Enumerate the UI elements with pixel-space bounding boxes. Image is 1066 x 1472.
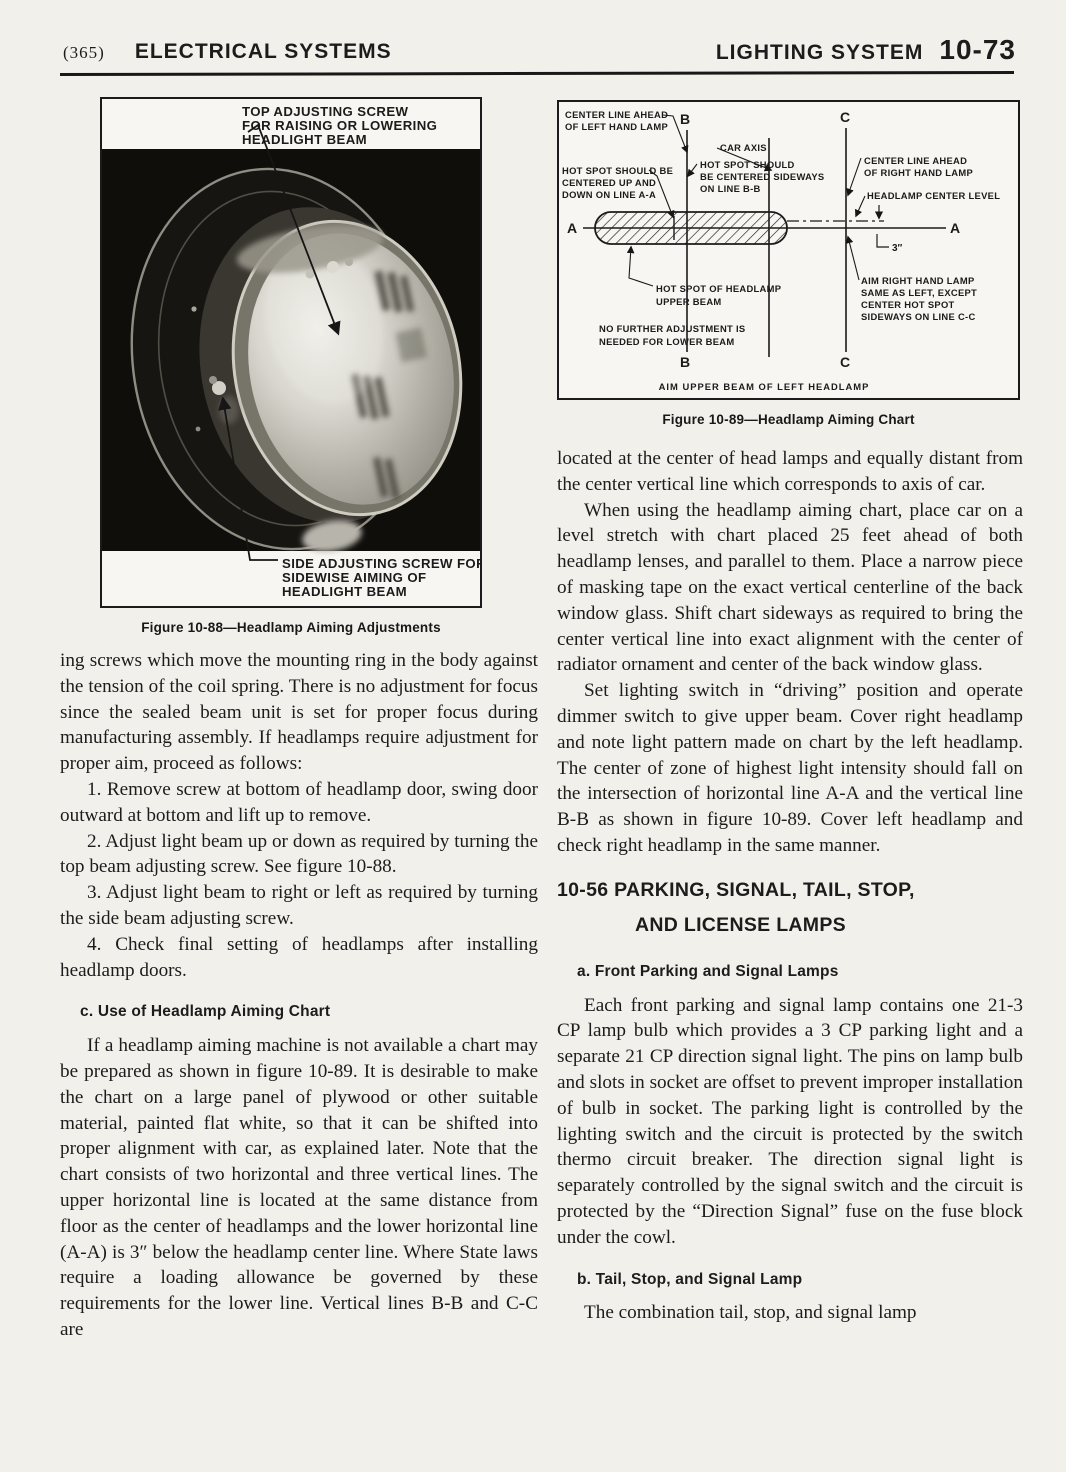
page-number-right: 10-73 <box>939 34 1016 65</box>
label-c-bottom: C <box>840 354 851 370</box>
ring-rivet <box>191 306 196 311</box>
label-c-top: C <box>840 109 851 125</box>
paragraph-front-parking: Each front parking and signal lamp contains one 21-3 CP lamp bulb which provides a 3 CP parking light and a separate 21 CP direction signal light. The pins on lamp bulb and slots in socket are offset to prevent improper installation of bulb in socket. The parking light is controlled by the lighting switch and the circuit is protected by the switch thermo circuit breaker. The direction signal light is separately controlled by the signal switch and the circuit is protected by the “Direction Signal” fuse on the fuse block under the cowl. <box>557 994 1023 1248</box>
fig88-side-label-line1: SIDE ADJUSTING SCREW FOR <box>282 556 480 571</box>
aiming-chart-diagram <box>559 102 1018 398</box>
heading-10-56-line2: AND LICENSE LAMPS <box>635 913 846 936</box>
heading-10-56-line1: 10-56 PARKING, SIGNAL, TAIL, STOP, <box>557 878 915 901</box>
figure-10-89-caption: Figure 10-89—Headlamp Aiming Chart <box>662 412 915 427</box>
paragraph-tail-lamp: The combination tail, stop, and signal lamp <box>584 1302 917 1324</box>
fig88-top-label-line1: TOP ADJUSTING SCREW <box>242 104 409 119</box>
label-hot-spot-up-down-3: DOWN ON LINE A-A <box>562 189 657 200</box>
headlamp-photo <box>102 99 480 606</box>
label-aim-right-4: SIDEWAYS ON LINE C-C <box>861 311 976 322</box>
label-car-axis: CAR AXIS <box>720 142 767 153</box>
label-center-line-left-1: CENTER LINE AHEAD <box>565 109 669 120</box>
section-title-right: LIGHTING SYSTEM <box>715 41 924 64</box>
left-column <box>60 648 538 1343</box>
label-b-bottom: B <box>680 354 691 370</box>
leader-center-level <box>856 196 865 216</box>
header-rule <box>60 71 1014 76</box>
label-aim-right-3: CENTER HOT SPOT <box>861 299 955 310</box>
step-1: 1. Remove screw at bottom of headlamp door, swing door outward at bottom and lift up to remove. <box>60 778 538 826</box>
heading-use-of-aiming-chart: c. Use of Headlamp Aiming Chart <box>80 1003 331 1021</box>
section-title-left: ELECTRICAL SYSTEMS <box>134 40 392 63</box>
fig88-side-label-line3: HEADLIGHT BEAM <box>282 584 408 599</box>
hot-spot-capsule <box>595 212 787 244</box>
label-hot-spot-sideways-3: ON LINE B-B <box>700 183 761 194</box>
heading-10-56 <box>557 873 1023 943</box>
label-aim-upper-beam: AIM UPPER BEAM OF LEFT HEADLAMP <box>658 381 870 392</box>
step-3: 3. Adjust light beam to right or left as required by turning the side beam adjusting screw. <box>60 882 538 929</box>
side-bracket <box>219 396 239 424</box>
paragraph-when-using: When using the headlamp aiming chart, place car on a level stretch with chart placed 25 feet ahead of both headlamp lenses, and parallel to them. Place a narrow piece of masking tape on the exact vertical centerline of the back window glass. Shift chart sideways as required to bring the center vertical line into exact alignment with the center of radiator ornament and center of the back window glass. <box>557 499 1023 676</box>
label-center-line-right-1: CENTER LINE AHEAD <box>864 155 968 166</box>
fig88-top-label-line3: HEADLIGHT BEAM <box>242 132 368 147</box>
label-a-left: A <box>567 220 578 236</box>
paragraph-set-lighting: Set lighting switch in “driving” position and operate dimmer switch to give upper beam. Cover right headlamp and note light pattern made on chart by the left headlamp. The center of zone of highest light intensity should fall on the intersection of horizontal line A-A and the vertical line B-B as shown in figure 10-89. Cover left headlamp and check right headlamp in the same manner. <box>557 680 1023 856</box>
ring-rivet <box>196 427 201 432</box>
figure-10-88 <box>100 97 482 608</box>
step-2: 2. Adjust light beam up or down as required by turning the top beam adjusting screw. See figure 10-88. <box>60 830 538 878</box>
fig88-top-label-line2: FOR RAISING OR LOWERING <box>242 118 438 133</box>
leader-hot-spot-sideways <box>688 164 697 176</box>
heading-tail-stop-signal: b. Tail, Stop, and Signal Lamp <box>577 1270 803 1288</box>
fig88-side-label-line2: SIDEWISE AIMING OF <box>282 570 427 585</box>
step-4: 4. Check final setting of headlamps after installing headlamp doors. <box>60 933 538 981</box>
side-screw-washer <box>209 376 217 384</box>
figure-10-89 <box>557 100 1020 400</box>
heading-front-parking: a. Front Parking and Signal Lamps <box>577 962 839 980</box>
leader-aim-right <box>848 237 859 280</box>
dimension-bracket <box>877 234 889 247</box>
label-no-further-1: NO FURTHER ADJUSTMENT IS <box>599 323 746 334</box>
leader-hot-spot-upper-beam <box>629 247 653 286</box>
page-header-right <box>716 34 1016 66</box>
page-number-left: (365) <box>63 43 105 62</box>
figure-10-88-caption: Figure 10-88—Headlamp Aiming Adjustments <box>141 620 441 635</box>
label-hot-spot-sideways-1: HOT SPOT SHOULD <box>700 159 795 170</box>
right-column <box>557 446 1023 1326</box>
top-screw-second <box>345 258 353 266</box>
label-headlamp-center-level: HEADLAMP CENTER LEVEL <box>867 190 1001 201</box>
label-aim-right-1: AIM RIGHT HAND LAMP <box>861 275 975 286</box>
label-hot-spot-upper-beam-1: HOT SPOT OF HEADLAMP <box>656 283 782 294</box>
label-aim-right-2: SAME AS LEFT, EXCEPT <box>861 287 978 298</box>
label-hot-spot-up-down-1: HOT SPOT SHOULD BE <box>562 165 674 176</box>
page-header-left <box>63 40 392 64</box>
label-hot-spot-sideways-2: BE CENTERED SIDEWAYS <box>700 171 825 182</box>
label-center-line-right-2: OF RIGHT HAND LAMP <box>864 167 974 178</box>
label-center-line-left-2: OF LEFT HAND LAMP <box>565 121 669 132</box>
paragraph-located: located at the center of head lamps and equally distant from the center vertical line which corresponds to axis of car. <box>557 448 1023 495</box>
label-hot-spot-upper-beam-2: UPPER BEAM <box>656 296 722 307</box>
paragraph-aiming-chart: If a headlamp aiming machine is not available a chart may be prepared as shown in figure 10-89. It is desirable to make the chart on a large panel of plywood or other suitable material, painted flat white, so that it can be shifted into proper alignment with car, as explained later. Note that the chart consists of two horizontal and three vertical lines. The upper horizontal line is located at the same distance from floor as the center of headlamps and the lower horizontal line (A-A) is 3″ below the headlamp center line. Where State laws require a loading allowance be governed by these requirements for the lower line. Vertical lines B-B and C-C are <box>60 1035 538 1340</box>
label-a-right: A <box>950 220 961 236</box>
top-adjusting-screw <box>327 261 339 273</box>
label-b-top: B <box>680 111 691 127</box>
label-no-further-2: NEEDED FOR LOWER BEAM <box>599 336 735 347</box>
label-3-inches: 3″ <box>892 243 903 254</box>
leader-center-line-right <box>848 158 861 195</box>
label-hot-spot-up-down-2: CENTERED UP AND <box>562 177 657 188</box>
paragraph-continued: ing screws which move the mounting ring in the body against the tension of the coil spring. There is no adjustment for focus since the sealed beam unit is set for proper focus during manufacturing assembly. If headlamps require adjustment for proper aim, proceed as follows: <box>60 650 538 775</box>
